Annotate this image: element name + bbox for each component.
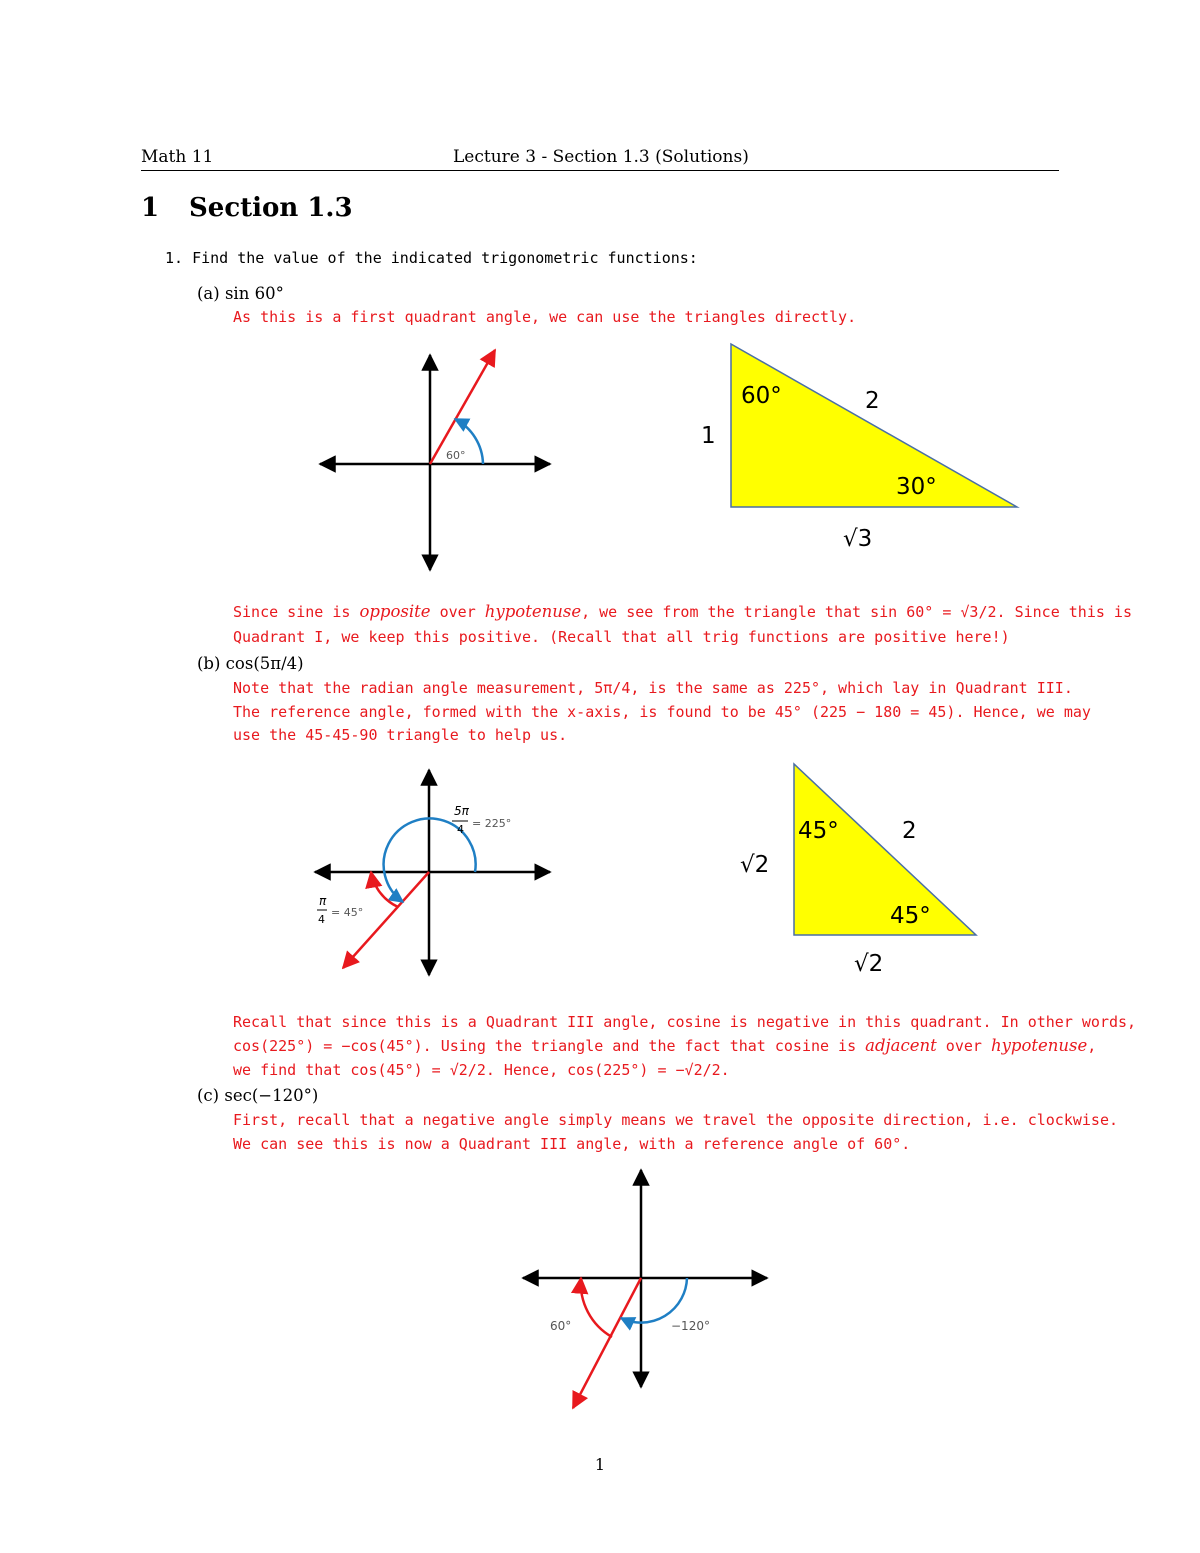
label-45: = 45°	[331, 906, 364, 919]
label-5pi: 5π	[454, 804, 469, 818]
part-a-solution-1: Since sine is opposite over hypotenuse, we see from the triangle that sin 60° = √3/2. Since this is	[233, 602, 1132, 621]
page-number: 1	[594, 1455, 606, 1474]
part-b-note-1: Note that the radian angle measurement, 5π/4, is the same as 225°, which lay in Quadrant III.	[233, 679, 1073, 697]
label-pi: π	[319, 894, 327, 908]
figure-a-triangle	[690, 340, 1030, 555]
left-side-label: 1	[701, 423, 716, 449]
part-c-note-2: We can see this is now a Quadrant III angle, with a reference angle of 60°.	[233, 1135, 911, 1153]
angle-top-label: 45°	[798, 818, 839, 844]
triangle-30-60-90	[731, 344, 1017, 507]
angle-label: 60°	[446, 449, 466, 462]
triangle-45-45-90	[794, 764, 976, 935]
part-a-note: As this is a first quadrant angle, we can use the triangles directly.	[233, 308, 857, 326]
left-side-label: √2	[740, 852, 770, 878]
figure-b-triangle	[730, 758, 990, 983]
label-neg120: −120°	[671, 1319, 710, 1333]
section-number: 1	[141, 193, 160, 223]
label-60: 60°	[550, 1319, 572, 1333]
header-rule	[141, 170, 1059, 171]
section-title: Section 1.3	[189, 193, 353, 223]
part-c-label: (c) sec(−120°)	[197, 1086, 319, 1105]
part-b-note-2: The reference angle, formed with the x-axis, is found to be 45° (225 − 180 = 45). Hence, we may	[233, 703, 1091, 721]
figure-b-axes	[305, 765, 565, 980]
header-left: Math 11	[141, 147, 214, 167]
angle-right-label: 45°	[890, 903, 931, 929]
problem-intro: 1. Find the value of the indicated trigonometric functions:	[165, 249, 698, 267]
hypotenuse-label: 2	[902, 818, 917, 844]
label-pi-den: 4	[318, 913, 325, 926]
angle-right-label: 30°	[896, 474, 937, 500]
figure-c-axes	[515, 1165, 780, 1415]
label-225: = 225°	[472, 817, 512, 830]
terminal-ray	[343, 872, 429, 968]
part-b-solution-3: we find that cos(45°) = √2/2. Hence, cos(225°) = −√2/2.	[233, 1061, 730, 1079]
part-a-solution-2: Quadrant I, we keep this positive. (Recall that all trig functions are positive here!)	[233, 628, 1010, 646]
figure-a-axes	[310, 345, 570, 575]
part-a-label: (a) sin 60°	[197, 284, 284, 303]
angle-arc-neg120	[621, 1278, 687, 1323]
part-b-label: (b) cos(5π/4)	[197, 654, 304, 673]
part-b-solution-1: Recall that since this is a Quadrant III angle, cosine is negative in this quadrant. In other words,	[233, 1013, 1137, 1031]
part-c-note-1: First, recall that a negative angle simply means we travel the opposite direction, i.e. clockwise.	[233, 1111, 1119, 1129]
header-center: Lecture 3 - Section 1.3 (Solutions)	[453, 147, 749, 167]
reference-angle-arc	[581, 1278, 612, 1337]
angle-top-label: 60°	[741, 383, 782, 409]
part-b-solution-2: cos(225°) = −cos(45°). Using the triangle and the fact that cosine is adjacent over hypotenuse,	[233, 1036, 1097, 1055]
label-5pi-den: 4	[457, 823, 464, 836]
terminal-ray	[430, 350, 495, 464]
bottom-side-label: √2	[854, 951, 884, 977]
bottom-side-label: √3	[843, 526, 873, 552]
part-b-note-3: use the 45-45-90 triangle to help us.	[233, 726, 568, 744]
hypotenuse-label: 2	[865, 388, 880, 414]
